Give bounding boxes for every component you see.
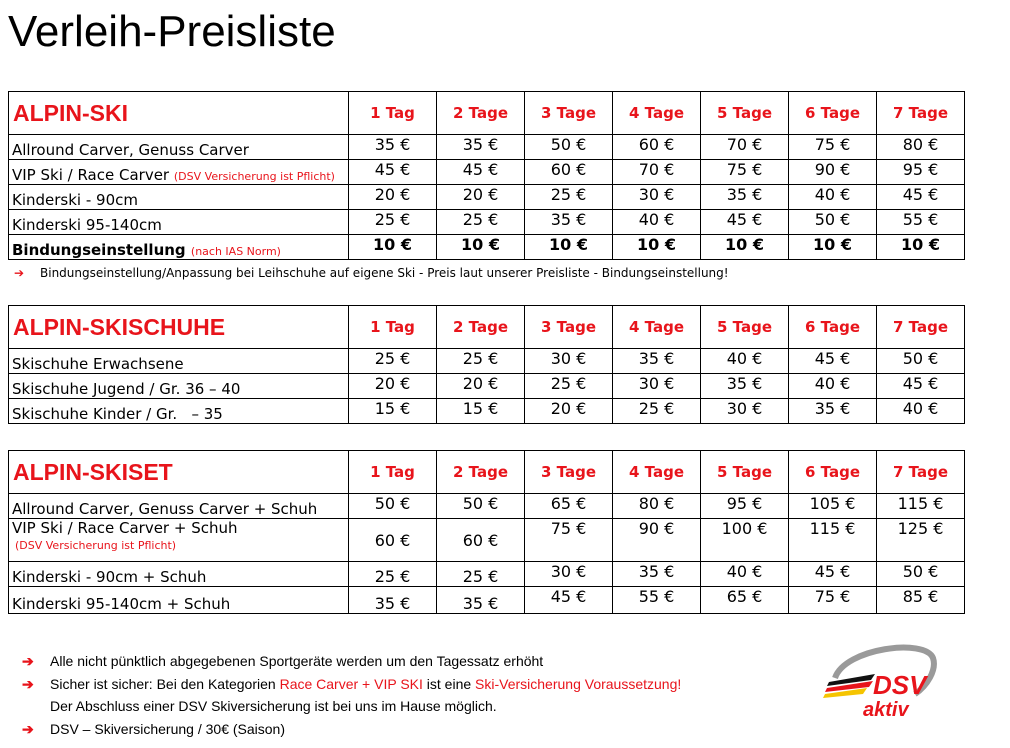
price-cell: 35 € <box>701 374 789 399</box>
price-cell: 40 € <box>877 399 965 424</box>
price-cell: 85 € <box>877 587 965 614</box>
price-cell: 60 € <box>525 160 613 185</box>
price-cell: 10 € <box>789 235 877 260</box>
price-cell: 35 € <box>349 587 437 614</box>
alpin-skischuhe-title: ALPIN-SKISCHUHE <box>9 306 349 349</box>
price-cell: 10 € <box>701 235 789 260</box>
row-label: Allround Carver, Genuss Carver + Schuh <box>9 494 349 519</box>
price-cell: 70 € <box>701 135 789 160</box>
price-cell: 35 € <box>613 349 701 374</box>
day-header: 4 Tage <box>613 92 701 135</box>
price-cell: 60 € <box>349 519 437 562</box>
price-cell: 35 € <box>437 587 525 614</box>
day-header: 6 Tage <box>789 451 877 494</box>
arrow-right-icon: ➔ <box>22 720 34 737</box>
price-cell: 45 € <box>789 562 877 587</box>
price-cell: 75 € <box>701 160 789 185</box>
alpin-ski-header-row <box>9 92 965 135</box>
row-label: Allround Carver, Genuss Carver <box>9 135 349 160</box>
price-cell: 45 € <box>877 185 965 210</box>
table-row <box>9 494 965 519</box>
price-cell: 45 € <box>525 587 613 614</box>
ias-note: (nach IAS Norm) <box>190 245 281 258</box>
day-header: 1 Tag <box>349 92 437 135</box>
price-cell: 75 € <box>789 587 877 614</box>
dsv-aktiv-logo <box>815 638 945 720</box>
price-cell: 65 € <box>525 494 613 519</box>
price-cell: 25 € <box>349 562 437 587</box>
price-cell: 25 € <box>613 399 701 424</box>
day-header: 3 Tage <box>525 92 613 135</box>
day-header: 5 Tage <box>701 451 789 494</box>
price-cell: 40 € <box>701 349 789 374</box>
alpin-ski-title: ALPIN-SKI <box>9 92 349 135</box>
price-cell: 40 € <box>613 210 701 235</box>
price-cell: 90 € <box>613 519 701 562</box>
price-cell: 25 € <box>437 562 525 587</box>
price-cell: 20 € <box>349 185 437 210</box>
day-header: 3 Tage <box>525 306 613 349</box>
price-cell: 90 € <box>789 160 877 185</box>
price-cell: 40 € <box>789 374 877 399</box>
price-cell: 50 € <box>349 494 437 519</box>
price-cell: 45 € <box>877 374 965 399</box>
alpin-ski-table <box>8 91 965 260</box>
price-cell: 25 € <box>525 374 613 399</box>
price-cell: 20 € <box>525 399 613 424</box>
price-cell: 25 € <box>437 349 525 374</box>
price-cell: 20 € <box>349 374 437 399</box>
row-label: Skischuhe Kinder / Gr. – 35 <box>9 399 349 424</box>
bottom-notes <box>22 650 681 740</box>
price-cell: 115 € <box>877 494 965 519</box>
insurance-note: (DSV Versicherung ist Pflicht) <box>173 170 335 183</box>
day-header: 7 Tage <box>877 92 965 135</box>
alpin-skischuhe-table <box>8 305 965 424</box>
price-cell: 15 € <box>349 399 437 424</box>
price-cell: 75 € <box>525 519 613 562</box>
price-cell: 65 € <box>701 587 789 614</box>
table-row <box>9 210 965 235</box>
alpin-skiset-header-row <box>9 451 965 494</box>
price-cell: 35 € <box>789 399 877 424</box>
day-header: 6 Tage <box>789 92 877 135</box>
price-cell: 75 € <box>789 135 877 160</box>
day-header: 2 Tage <box>437 306 525 349</box>
price-cell: 45 € <box>789 349 877 374</box>
price-cell: 70 € <box>613 160 701 185</box>
price-cell: 10 € <box>349 235 437 260</box>
price-cell: 10 € <box>437 235 525 260</box>
table-row <box>9 160 965 185</box>
row-label: VIP Ski / Race Carver + Schuh (DSV Versicherung ist Pflicht) <box>9 519 349 562</box>
row-label: Kinderski - 90cm + Schuh <box>9 562 349 587</box>
price-cell: 10 € <box>613 235 701 260</box>
price-cell: 20 € <box>437 185 525 210</box>
price-cell: 105 € <box>789 494 877 519</box>
price-cell: 30 € <box>525 349 613 374</box>
row-label: VIP Ski / Race Carver (DSV Versicherung ist Pflicht) <box>9 160 349 185</box>
price-cell: 25 € <box>437 210 525 235</box>
price-cell: 45 € <box>349 160 437 185</box>
day-header: 5 Tage <box>701 92 789 135</box>
row-label: Kinderski 95-140cm + Schuh <box>9 587 349 614</box>
price-cell: 50 € <box>877 562 965 587</box>
price-cell: 45 € <box>701 210 789 235</box>
price-cell: 95 € <box>877 160 965 185</box>
row-label: Skischuhe Erwachsene <box>9 349 349 374</box>
price-cell: 50 € <box>437 494 525 519</box>
price-cell: 35 € <box>349 135 437 160</box>
day-header: 7 Tage <box>877 306 965 349</box>
day-header: 6 Tage <box>789 306 877 349</box>
insurance-note: (DSV Versicherung ist Pflicht) <box>15 539 177 552</box>
table-row <box>9 587 965 614</box>
table-row <box>9 349 965 374</box>
note-insurance-price: ➔ DSV – Skiversicherung / 30€ (Saison) <box>22 718 681 741</box>
price-cell: 55 € <box>877 210 965 235</box>
price-cell: 10 € <box>877 235 965 260</box>
price-cell: 25 € <box>525 185 613 210</box>
binding-footnote: ➔ Bindungseinstellung/Anpassung bei Leihschuhe auf eigene Ski - Preis laut unserer Preisliste - Bindungseinstellung! <box>14 266 729 280</box>
price-cell: 125 € <box>877 519 965 562</box>
price-cell: 15 € <box>437 399 525 424</box>
price-cell: 25 € <box>349 349 437 374</box>
alpin-skiset-table <box>8 450 965 614</box>
row-label: Skischuhe Jugend / Gr. 36 – 40 <box>9 374 349 399</box>
note-late-return: ➔ Alle nicht pünktlich abgegebenen Sportgeräte werden um den Tagessatz erhöht <box>22 650 681 673</box>
price-cell: 80 € <box>613 494 701 519</box>
price-cell: 60 € <box>437 519 525 562</box>
alpin-skiset-title: ALPIN-SKISET <box>9 451 349 494</box>
logo-text-aktiv: aktiv <box>863 699 909 720</box>
price-cell: 115 € <box>789 519 877 562</box>
day-header: 1 Tag <box>349 306 437 349</box>
price-cell: 50 € <box>877 349 965 374</box>
price-cell: 50 € <box>525 135 613 160</box>
alpin-skischuhe-header-row <box>9 306 965 349</box>
price-cell: 50 € <box>789 210 877 235</box>
price-cell: 40 € <box>701 562 789 587</box>
table-row <box>9 519 965 562</box>
note-insurance: ➔ Sicher ist sicher: Bei den Kategorien Race Carver + VIP SKI ist eine Ski-Versicherung Voraussetzung! <box>22 673 681 696</box>
price-cell: 60 € <box>613 135 701 160</box>
page-title: Verleih-Preisliste <box>8 7 336 56</box>
row-label: Kinderski 95-140cm <box>9 210 349 235</box>
price-cell: 40 € <box>789 185 877 210</box>
price-cell: 10 € <box>525 235 613 260</box>
price-cell: 30 € <box>613 374 701 399</box>
arrow-right-icon: ➔ <box>22 675 34 692</box>
price-cell: 35 € <box>613 562 701 587</box>
price-cell: 100 € <box>701 519 789 562</box>
table-row <box>9 399 965 424</box>
table-row <box>9 235 965 260</box>
day-header: 1 Tag <box>349 451 437 494</box>
price-cell: 95 € <box>701 494 789 519</box>
day-header: 4 Tage <box>613 306 701 349</box>
price-cell: 25 € <box>349 210 437 235</box>
price-cell: 20 € <box>437 374 525 399</box>
day-header: 7 Tage <box>877 451 965 494</box>
arrow-right-icon: ➔ <box>14 266 25 280</box>
price-cell: 30 € <box>701 399 789 424</box>
note-insurance-inhouse: Der Abschluss einer DSV Skiversicherung ist bei uns im Hause möglich. <box>50 698 497 714</box>
table-row <box>9 135 965 160</box>
price-cell: 45 € <box>437 160 525 185</box>
table-row <box>9 374 965 399</box>
day-header: 5 Tage <box>701 306 789 349</box>
table-row <box>9 562 965 587</box>
dsv-logo-icon <box>815 638 945 720</box>
row-label: Kinderski - 90cm <box>9 185 349 210</box>
row-label: Bindungseinstellung (nach IAS Norm) <box>9 235 349 260</box>
day-header: 2 Tage <box>437 92 525 135</box>
price-cell: 80 € <box>877 135 965 160</box>
day-header: 3 Tage <box>525 451 613 494</box>
price-cell: 30 € <box>613 185 701 210</box>
price-cell: 35 € <box>525 210 613 235</box>
table-row <box>9 185 965 210</box>
arrow-right-icon: ➔ <box>22 653 34 669</box>
price-cell: 35 € <box>437 135 525 160</box>
day-header: 4 Tage <box>613 451 701 494</box>
day-header: 2 Tage <box>437 451 525 494</box>
logo-text-dsv: DSV <box>873 670 927 700</box>
price-cell: 55 € <box>613 587 701 614</box>
price-cell: 35 € <box>701 185 789 210</box>
price-cell: 30 € <box>525 562 613 587</box>
